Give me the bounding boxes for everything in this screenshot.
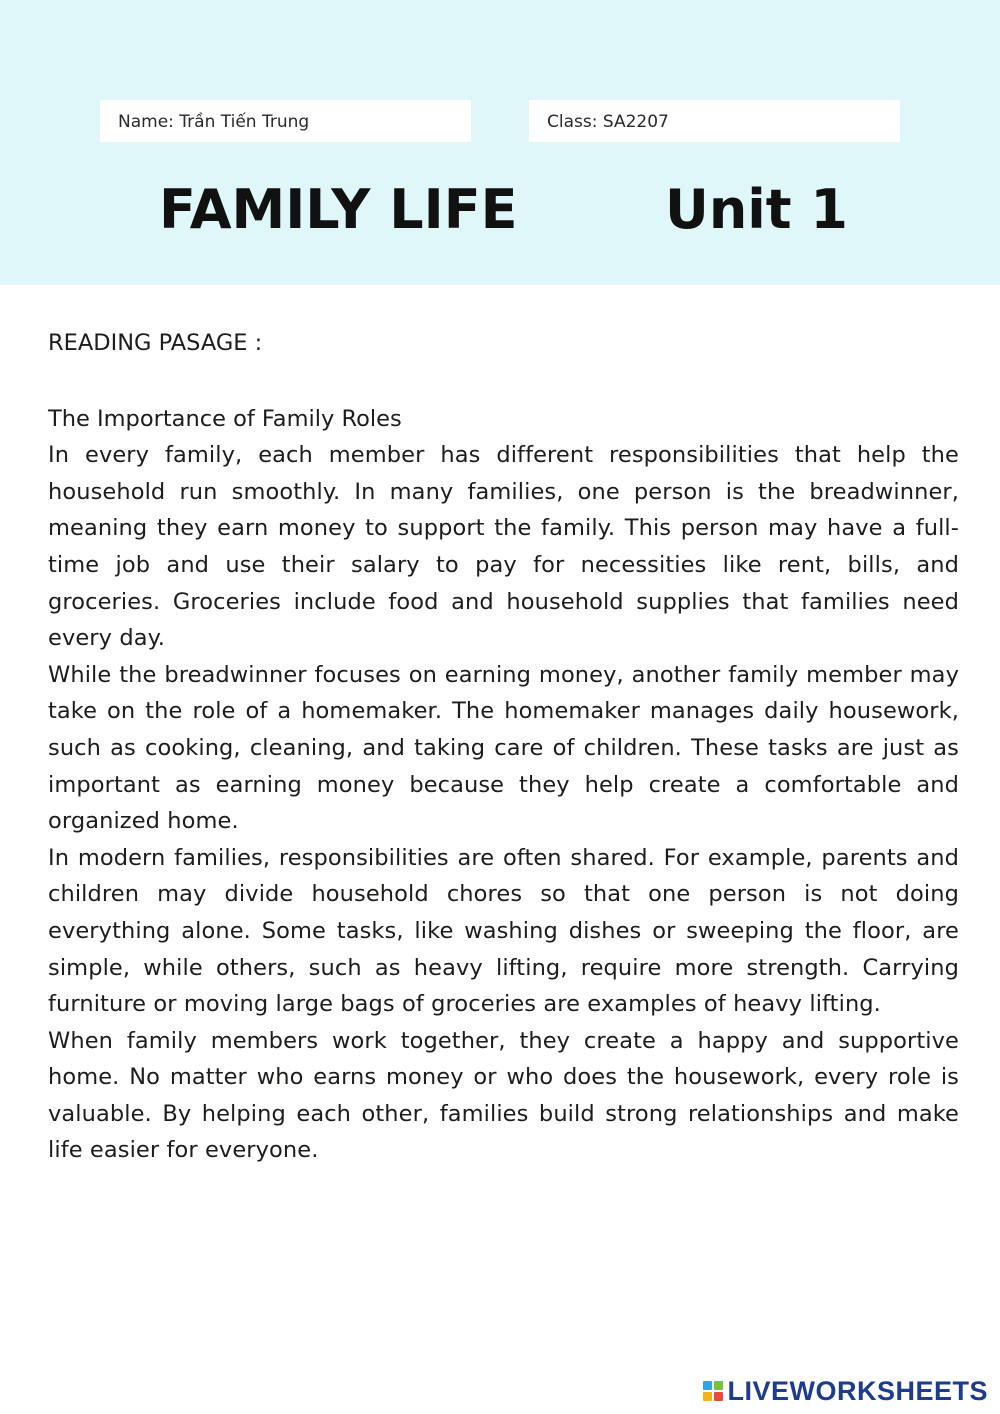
- logo-square: [703, 1381, 712, 1390]
- page-title: FAMILY LIFE: [159, 178, 518, 241]
- liveworksheets-brand[interactable]: [703, 1376, 988, 1406]
- unit-label: Unit 1: [665, 178, 848, 241]
- class-field: Class: SA2207: [529, 100, 900, 142]
- spacer: [48, 362, 959, 401]
- paragraph: In every family, each member has different responsibilities that help the household run smoothly. In many families, one person is the breadwinner, meaning they earn money to support the family. This person may have a full-time job and use their salary to pay for necessities like rent, bills, and groceries. Groceries include food and household supplies that families need every day.: [48, 442, 959, 652]
- logo-square: [714, 1392, 723, 1401]
- reading-content: [48, 325, 959, 1169]
- paragraph: When family members work together, they create a happy and supportive home. No matter who earns money or who does the housework, every role is valuable. By helping each other, families build strong relationships and make life easier for everyone.: [48, 1027, 959, 1164]
- name-field: Name: Trần Tiến Trung: [100, 100, 471, 142]
- section-label: READING PASAGE :: [48, 330, 263, 356]
- liveworksheets-logo-icon: [703, 1381, 723, 1401]
- brand-text: LIVEWORKSHEETS: [727, 1376, 988, 1406]
- paragraph: While the breadwinner focuses on earning money, another family member may take on the role of a homemaker. The homemaker manages daily housework, such as cooking, cleaning, and taking care of children. These tasks are just as important as earning money because they help create a comfortable and organized home.: [48, 661, 959, 835]
- paragraph-list: [48, 437, 959, 1169]
- logo-square: [714, 1381, 723, 1390]
- header-banner: [0, 0, 1000, 285]
- article-title: The Importance of Family Roles: [48, 405, 402, 432]
- logo-square: [703, 1392, 712, 1401]
- paragraph: In modern families, responsibilities are often shared. For example, parents and children may divide household chores so that one person is not doing everything alone. Some tasks, like washing dishes or sweeping the floor, are simple, while others, such as heavy lifting, require more strength. Carrying furniture or moving large bags of groceries are examples of heavy lifting.: [48, 844, 959, 1018]
